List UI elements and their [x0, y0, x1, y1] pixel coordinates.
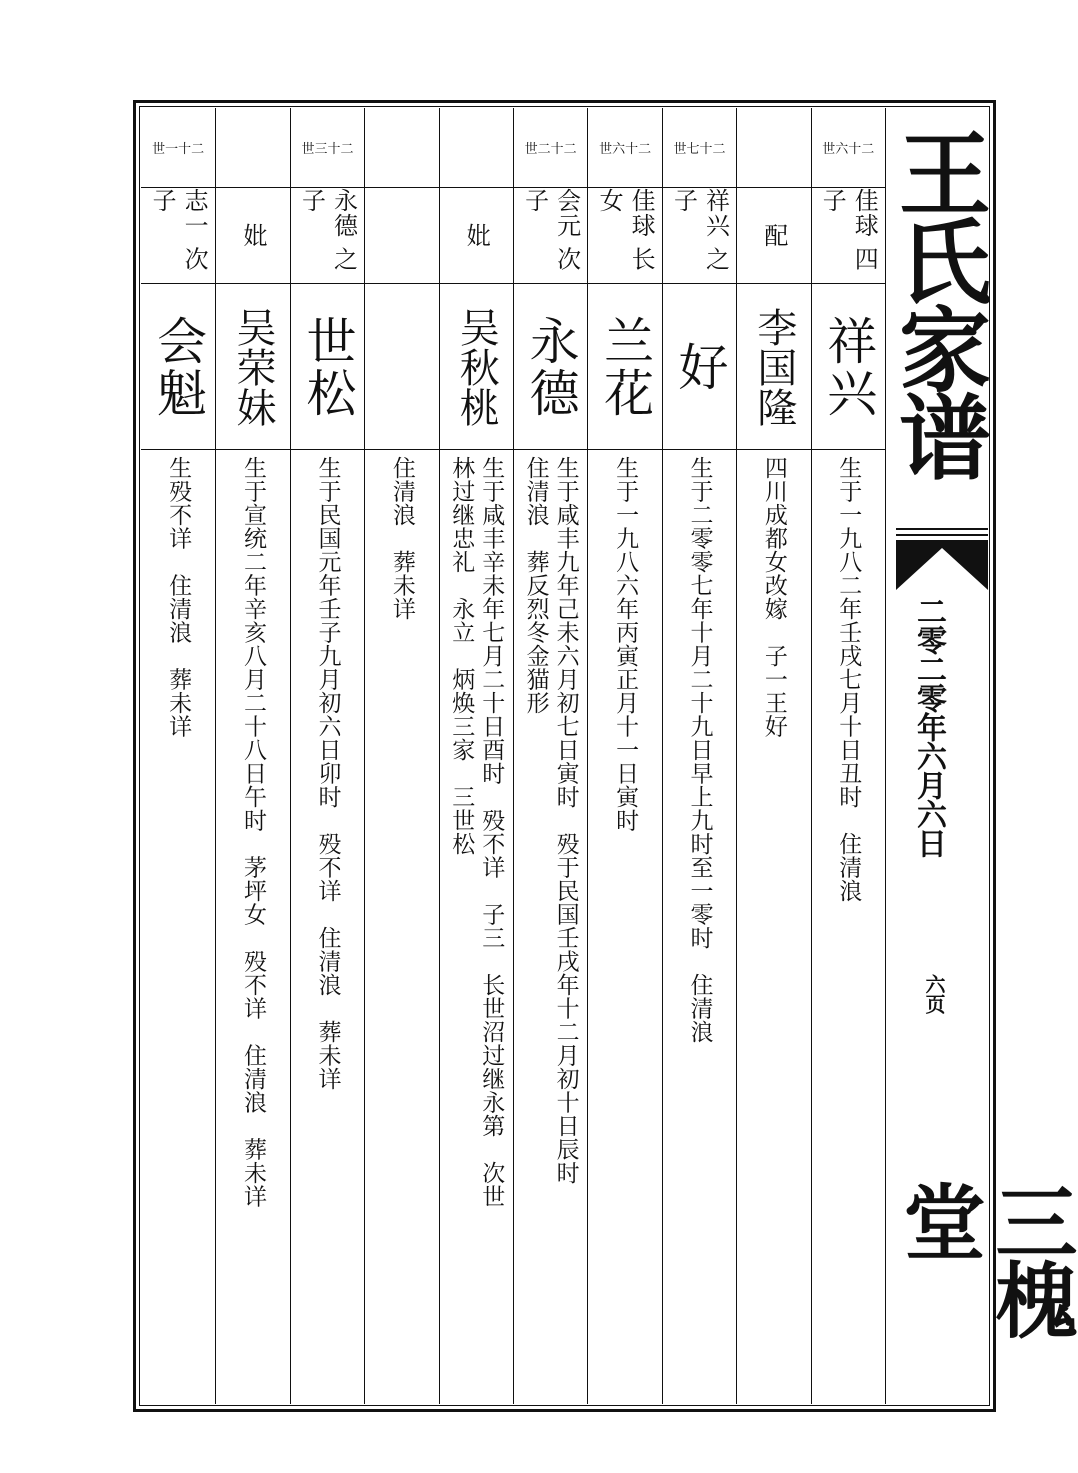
compile-date: 二零二零年六月六日 — [911, 596, 946, 857]
genealogy-title: 王氏家谱 — [884, 126, 992, 478]
person-biography: 生于咸丰九年己未六月初七日寅时 殁于民国壬戌年十二月初十日辰时 住清浪 葬反烈冬金猫形 — [522, 456, 579, 1185]
person-column — [141, 108, 215, 1404]
person-column — [736, 108, 810, 1404]
relation-label: 佳球 长女 — [595, 188, 656, 272]
person-name: 永德 — [521, 314, 580, 419]
person-name: 李国隆 — [750, 306, 797, 427]
person-biography: 生于咸丰辛未年七月二十日酉时 殁不详 子三 长世沼过继永第 次世 林过继忠礼 永立 炳焕三家 三世松 — [448, 456, 505, 1208]
person-column — [662, 108, 736, 1404]
person-biography: 生于一九八六年丙寅正月十一日寅时 — [612, 456, 639, 832]
person-biography: 四川成都女改嫁 子一王好 — [760, 456, 787, 738]
person-biography: 生于宣统二年辛亥八月二十八日午时 茅坪女 殁不详 住清浪 葬未详 — [240, 456, 267, 1208]
title-strip — [884, 108, 1078, 1404]
person-biography: 生于民国元年壬子九月初六日卯时 殁不详 住清浪 葬未详 — [314, 456, 341, 1091]
person-biography: 住清浪 葬未详 — [388, 456, 415, 621]
person-column — [439, 108, 513, 1404]
person-column — [364, 108, 438, 1404]
person-column — [290, 108, 364, 1404]
person-name: 世松 — [298, 314, 357, 419]
relation-label: 妣 — [239, 223, 268, 248]
relation-label: 永德 之子 — [297, 188, 358, 272]
relation-label: 志一 次子 — [148, 188, 209, 272]
relation-label: 配 — [759, 223, 788, 248]
person-biography: 生殁不详 住清浪 葬未详 — [165, 456, 192, 738]
generation-label: 世三十二 — [301, 142, 354, 157]
relation-label: 妣 — [462, 223, 491, 248]
relation-label: 会元 次子 — [520, 188, 581, 272]
generation-label: 世六十二 — [599, 142, 652, 157]
generation-label: 世六十二 — [822, 142, 875, 157]
person-name: 吴秋桃 — [453, 306, 500, 427]
person-name: 吴荣妹 — [230, 306, 277, 427]
title-rule-bottom — [896, 534, 988, 536]
fishtail-ornament-icon — [896, 540, 988, 590]
person-name: 会魁 — [149, 314, 208, 419]
person-column — [811, 108, 885, 1404]
person-name: 祥兴 — [819, 314, 878, 419]
title-rule-top — [896, 528, 988, 530]
person-column — [587, 108, 661, 1404]
hall-name: 三槐堂 — [890, 1180, 1078, 1336]
person-name: 好 — [670, 340, 729, 393]
relation-label: 佳球 四子 — [818, 188, 879, 272]
person-biography: 生于二零零七年十月二十九日早上九时至一零时 住清浪 — [686, 456, 713, 1044]
person-column — [215, 108, 289, 1404]
person-column — [513, 108, 587, 1404]
person-biography: 生于一九八二年壬戌七月十日丑时 住清浪 — [835, 456, 862, 903]
person-name: 兰花 — [596, 314, 655, 419]
generation-label: 世一十二 — [152, 142, 205, 157]
generation-label: 世二十二 — [524, 142, 577, 157]
relation-label: 祥兴 之子 — [669, 188, 730, 272]
page-number: 六页 — [922, 974, 946, 1014]
genealogy-table — [141, 108, 886, 1404]
generation-label: 世七十二 — [673, 142, 726, 157]
